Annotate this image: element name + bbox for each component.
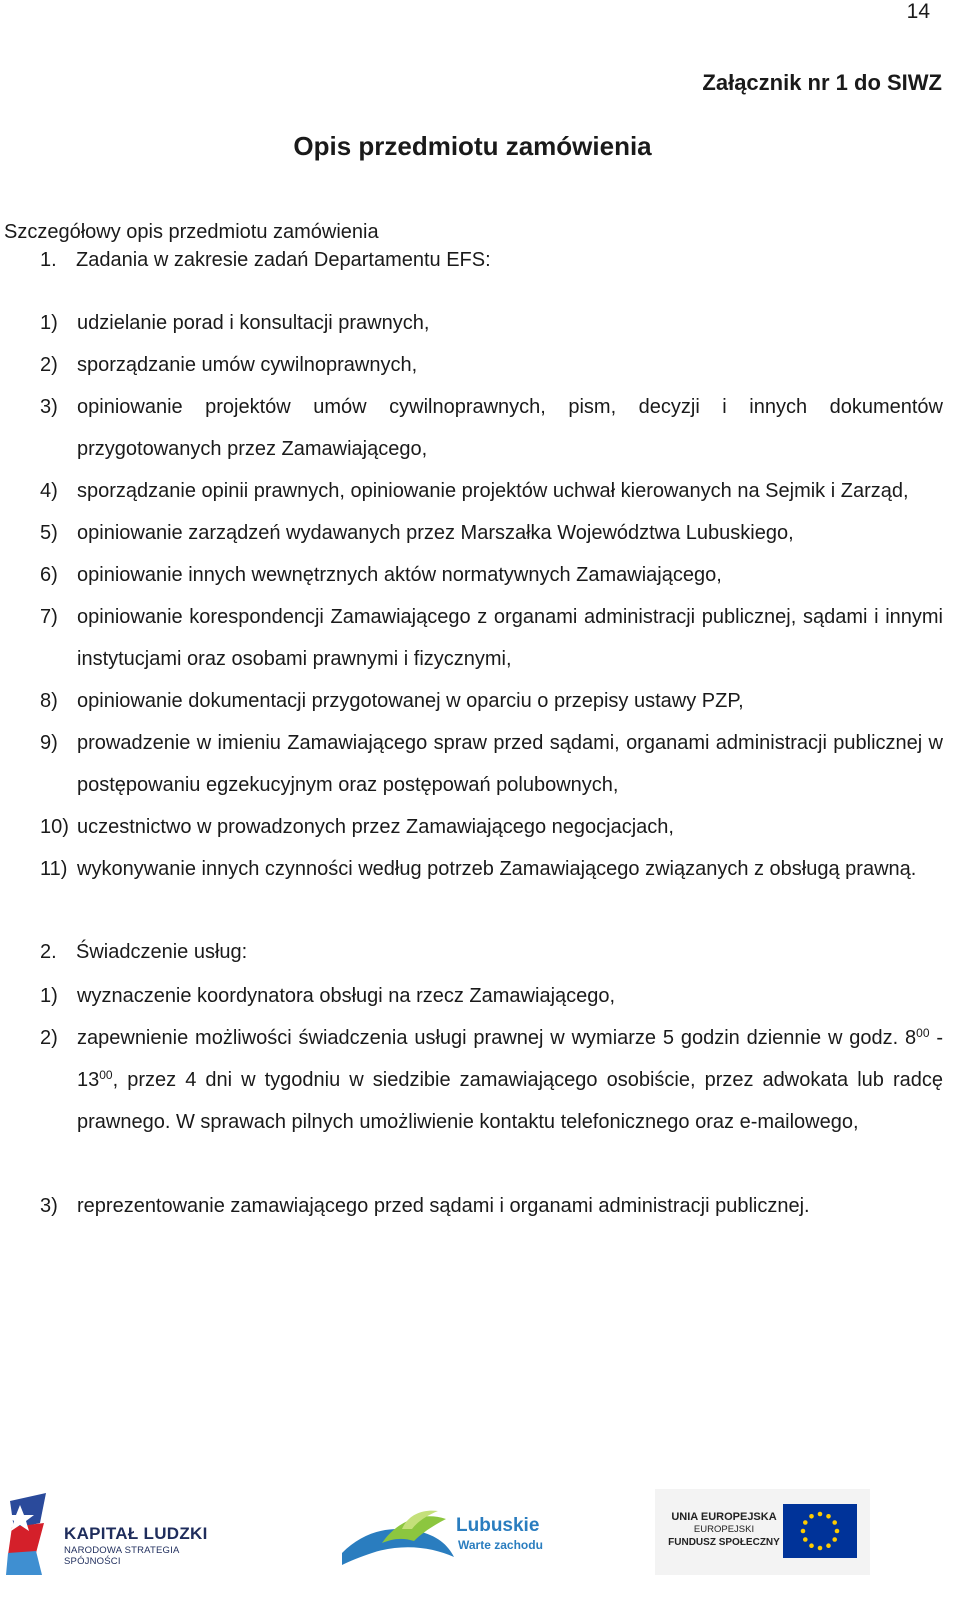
hour-superscript: 00 [916,1026,930,1040]
kapital-ludzki-logo [6,1493,236,1573]
intro-text: Szczegółowy opis przedmiotu zamówienia [4,221,379,243]
annex-label: Załącznik nr 1 do SIWZ [702,70,942,95]
item-number: 3) [40,1195,58,1217]
list-item [40,1185,943,1227]
page-number: 14 [906,0,930,23]
section-title: Zadania w zakresie zadań Departamentu EFS: [76,249,491,271]
item-text: sporządzanie umów cywilnoprawnych, [77,354,418,376]
section-title: Świadczenie usług: [76,941,248,963]
eu-flag-icon [783,1504,857,1558]
item-text: udzielanie porad i konsultacji prawnych, [77,312,430,334]
item-text: sporządzanie opinii prawnych, opiniowanie projektów uchwał kierowanych na Sejmik i Zarząd, [77,480,909,502]
list-item [40,302,943,344]
item-text: zapewnienie możliwości świadczenia usługi prawnej w wymiarze 5 godzin dziennie w godz. $8^{00} - 13^{00}$, przez 4 dni w tygodniu w siedzibie zamawiającego osobiście, przez adwokata lub radcę prawnego. W sprawach pilnych umożliwienie kontaktu telefonicznego oraz e-mailowego, [77,1026,943,1133]
item-number: 6) [40,564,58,586]
item-text: reprezentowanie zamawiającego przed sądami i organami administracji publicznej. [77,1195,810,1217]
list-item [40,554,943,596]
list-item [40,470,943,512]
item-number: 5) [40,522,58,544]
hour-superscript: 00 [99,1068,113,1082]
kapital-title: KAPITAŁ LUDZKI [64,1524,208,1543]
list-item [40,680,943,722]
list-item [40,344,943,386]
eu-line-1: UNIA EUROPEJSKA [671,1511,777,1523]
list-item [40,1017,943,1143]
item-text: wyznaczenie koordynatora obsługi na rzecz Zamawiającego, [77,985,616,1007]
item-number: 2) [40,354,58,376]
eu-line-2: EUROPEJSKI [693,1524,755,1535]
item-text: opiniowanie korespondencji Zamawiającego z organami administracji publicznej, sądami i innymi instytucjami oraz osobami prawnymi i fizycznymi, [77,606,943,670]
kapital-ludzki-mark-icon [6,1493,60,1575]
item-number: 2) [40,1027,58,1049]
item-number: 7) [40,606,58,628]
section-1-heading [40,249,491,272]
item-number: 1) [40,985,58,1007]
list-item [40,386,943,470]
lubuskie-name: Lubuskie [456,1515,540,1536]
list-item [40,806,943,848]
eu-line-3: FUNDUSZ SPOŁECZNY [668,1537,780,1548]
item-text: prowadzenie w imieniu Zamawiającego spraw przed sądami, organami administracji publicznej w postępowaniu egzekucyjnym oraz postępowań polubownych, [77,732,943,796]
lubuskie-logo [342,1503,552,1569]
list-item [40,722,943,806]
item-number: 4) [40,480,58,502]
item-text: uczestnictwo w prowadzonych przez Zamawiającego negocjacjach, [77,816,674,838]
item-number: 9) [40,732,58,754]
section-2-heading [40,941,247,964]
item-text: opiniowanie projektów umów cywilnoprawnych, pism, decyzji i innych dokumentów przygotowanych przez Zamawiającego, [77,396,943,460]
item-number: 11) [40,858,68,880]
lubuskie-tagline: Warte zachodu [458,1538,543,1552]
list-item [40,512,943,554]
item-number: 10) [40,816,69,838]
section-number: 1. [40,249,57,271]
item-text: opiniowanie zarządzeń wydawanych przez Marszałka Województwa Lubuskiego, [77,522,794,544]
kapital-subtitle: NARODOWA STRATEGIA SPÓJNOŚCI [64,1545,179,1567]
lubuskie-wave-icon [342,1503,454,1569]
item-text: wykonywanie innych czynności według potrzeb Zamawiającego związanych z obsługą prawną. [77,858,917,880]
item-text: opiniowanie innych wewnętrznych aktów normatywnych Zamawiającego, [77,564,722,586]
list-item [40,975,943,1017]
list-item [40,848,943,890]
section-number: 2. [40,941,57,963]
item-number: 1) [40,312,58,334]
item-number: 8) [40,690,58,712]
list-item [40,596,943,680]
eu-text [665,1511,783,1549]
eu-efs-logo [655,1489,870,1575]
item-number: 3) [40,396,58,418]
page-title: Opis przedmiotu zamówienia [293,131,652,161]
footer-logos [0,1485,960,1585]
item-text: opiniowanie dokumentacji przygotowanej w oparciu o przepisy ustawy PZP, [77,690,744,712]
